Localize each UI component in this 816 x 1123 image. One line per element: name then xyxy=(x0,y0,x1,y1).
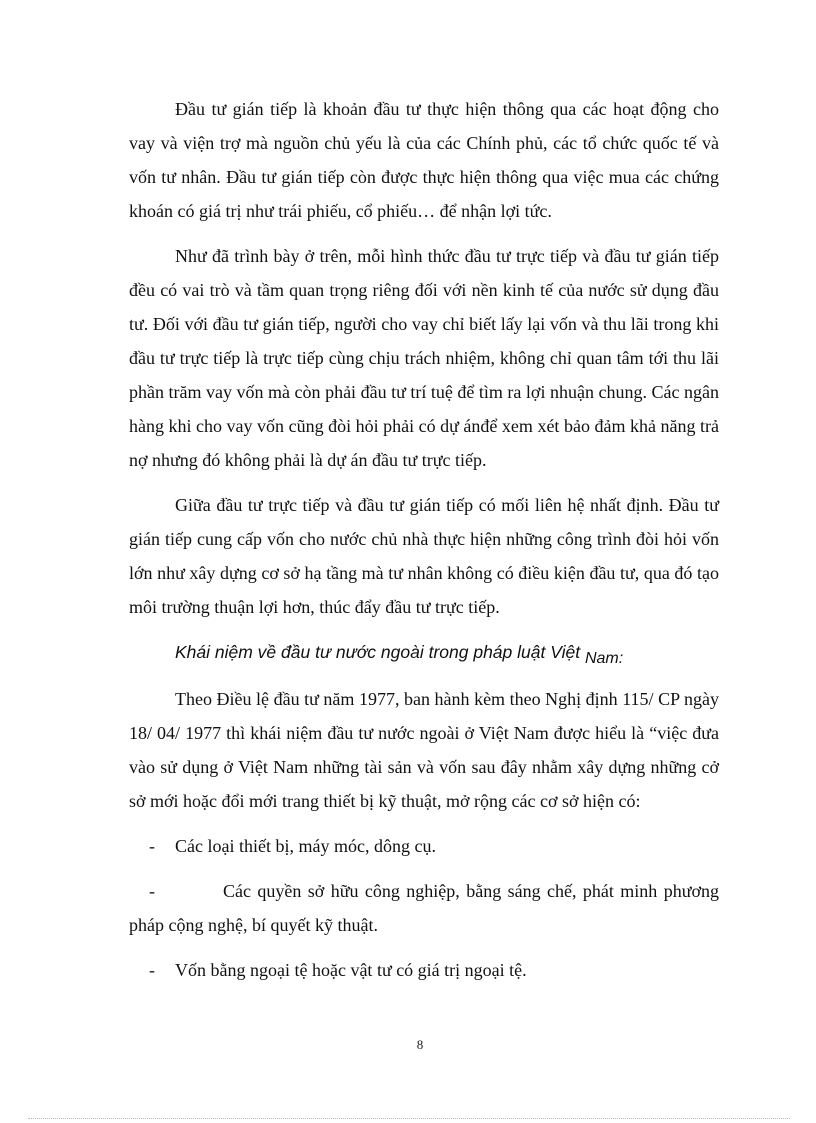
section-heading-main: Khái niệm về đầu tư nước ngoài trong pháp luật Việt xyxy=(175,642,581,662)
paragraph-relationship: Giữa đầu tư trực tiếp và đầu tư gián tiếp có mối liên hệ nhất định. Đầu tư gián tiếp cung cấp vốn cho nước chủ nhà thực hiện những công trình đòi hỏi vốn lớn như xây dựng cơ sở hạ tầng mà tư nhân không có điều kiện đầu tư, qua đó tạo môi trường thuận lợi hơn, thúc đẩy đầu tư trực tiếp. xyxy=(129,495,719,617)
paragraph-investment-regulation: Theo Điều lệ đầu tư năm 1977, ban hành kèm theo Nghị định 115/ CP ngày 18/ 04/ 1977 thì khái niệm đầu tư nước ngoài ở Việt Nam được hiểu là “việc đưa vào sử dụng ở Việt Nam những tài sản và vốn sau đây nhằm xây dựng những cở sở mới hoặc đổi mới trang thiết bị kỹ thuật, mở rộng các cơ sở hiện có: xyxy=(129,689,719,811)
section-heading-tail: Nam: xyxy=(584,650,624,667)
list-bullet-marker: - xyxy=(149,836,155,856)
list-item xyxy=(129,829,719,863)
paragraph-indirect-investment: Đầu tư gián tiếp là khoản đầu tư thực hiện thông qua các hoạt động cho vay và viện trợ mà nguồn chủ yếu là của các Chính phủ, các tổ chức quốc tế và vốn tư nhân. Đầu tư gián tiếp còn được thực hiện thông qua việc mua các chứng khoán có giá trị như trái phiếu, cổ phiếu… để nhận lợi tức. xyxy=(129,99,719,221)
list-item-text: Các quyền sở hữu công nghiệp, bằng sáng chế, phát minh phương pháp cộng nghệ, bí quyết kỹ thuật. xyxy=(129,881,719,935)
list-bullet-marker: - xyxy=(149,960,155,980)
bottom-border-line xyxy=(28,1118,790,1119)
list-item xyxy=(129,874,719,942)
section-heading xyxy=(129,635,719,671)
list-item xyxy=(129,953,719,987)
page-number: 8 xyxy=(416,1037,424,1052)
page-content xyxy=(129,92,719,998)
paragraph-investment-forms: Như đã trình bày ở trên, mỗi hình thức đầu tư trực tiếp và đầu tư gián tiếp đều có vai trò và tầm quan trọng riêng đối với nền kinh tế của nước sử dụng đầu tư. Đối với đầu tư gián tiếp, người cho vay chỉ biết lấy lại vốn và thu lãi trong khi đầu tư trực tiếp là trực tiếp cùng chịu trách nhiệm, không chỉ quan tâm tới thu lãi phần trăm vay vốn mà còn phải đầu tư trí tuệ để tìm ra lợi nhuận chung. Các ngân hàng khi cho vay vốn cũng đòi hỏi phải có dự ánđể xem xét bảo đảm khả năng trả nợ nhưng đó không phải là dự án đầu tư trực tiếp. xyxy=(129,246,719,470)
list-item-text: Các loại thiết bị, máy móc, dông cụ. xyxy=(175,836,436,856)
list-bullet-marker: - xyxy=(149,881,155,901)
list-item-text: Vốn bằng ngoại tệ hoặc vật tư có giá trị ngoại tệ. xyxy=(175,960,527,980)
